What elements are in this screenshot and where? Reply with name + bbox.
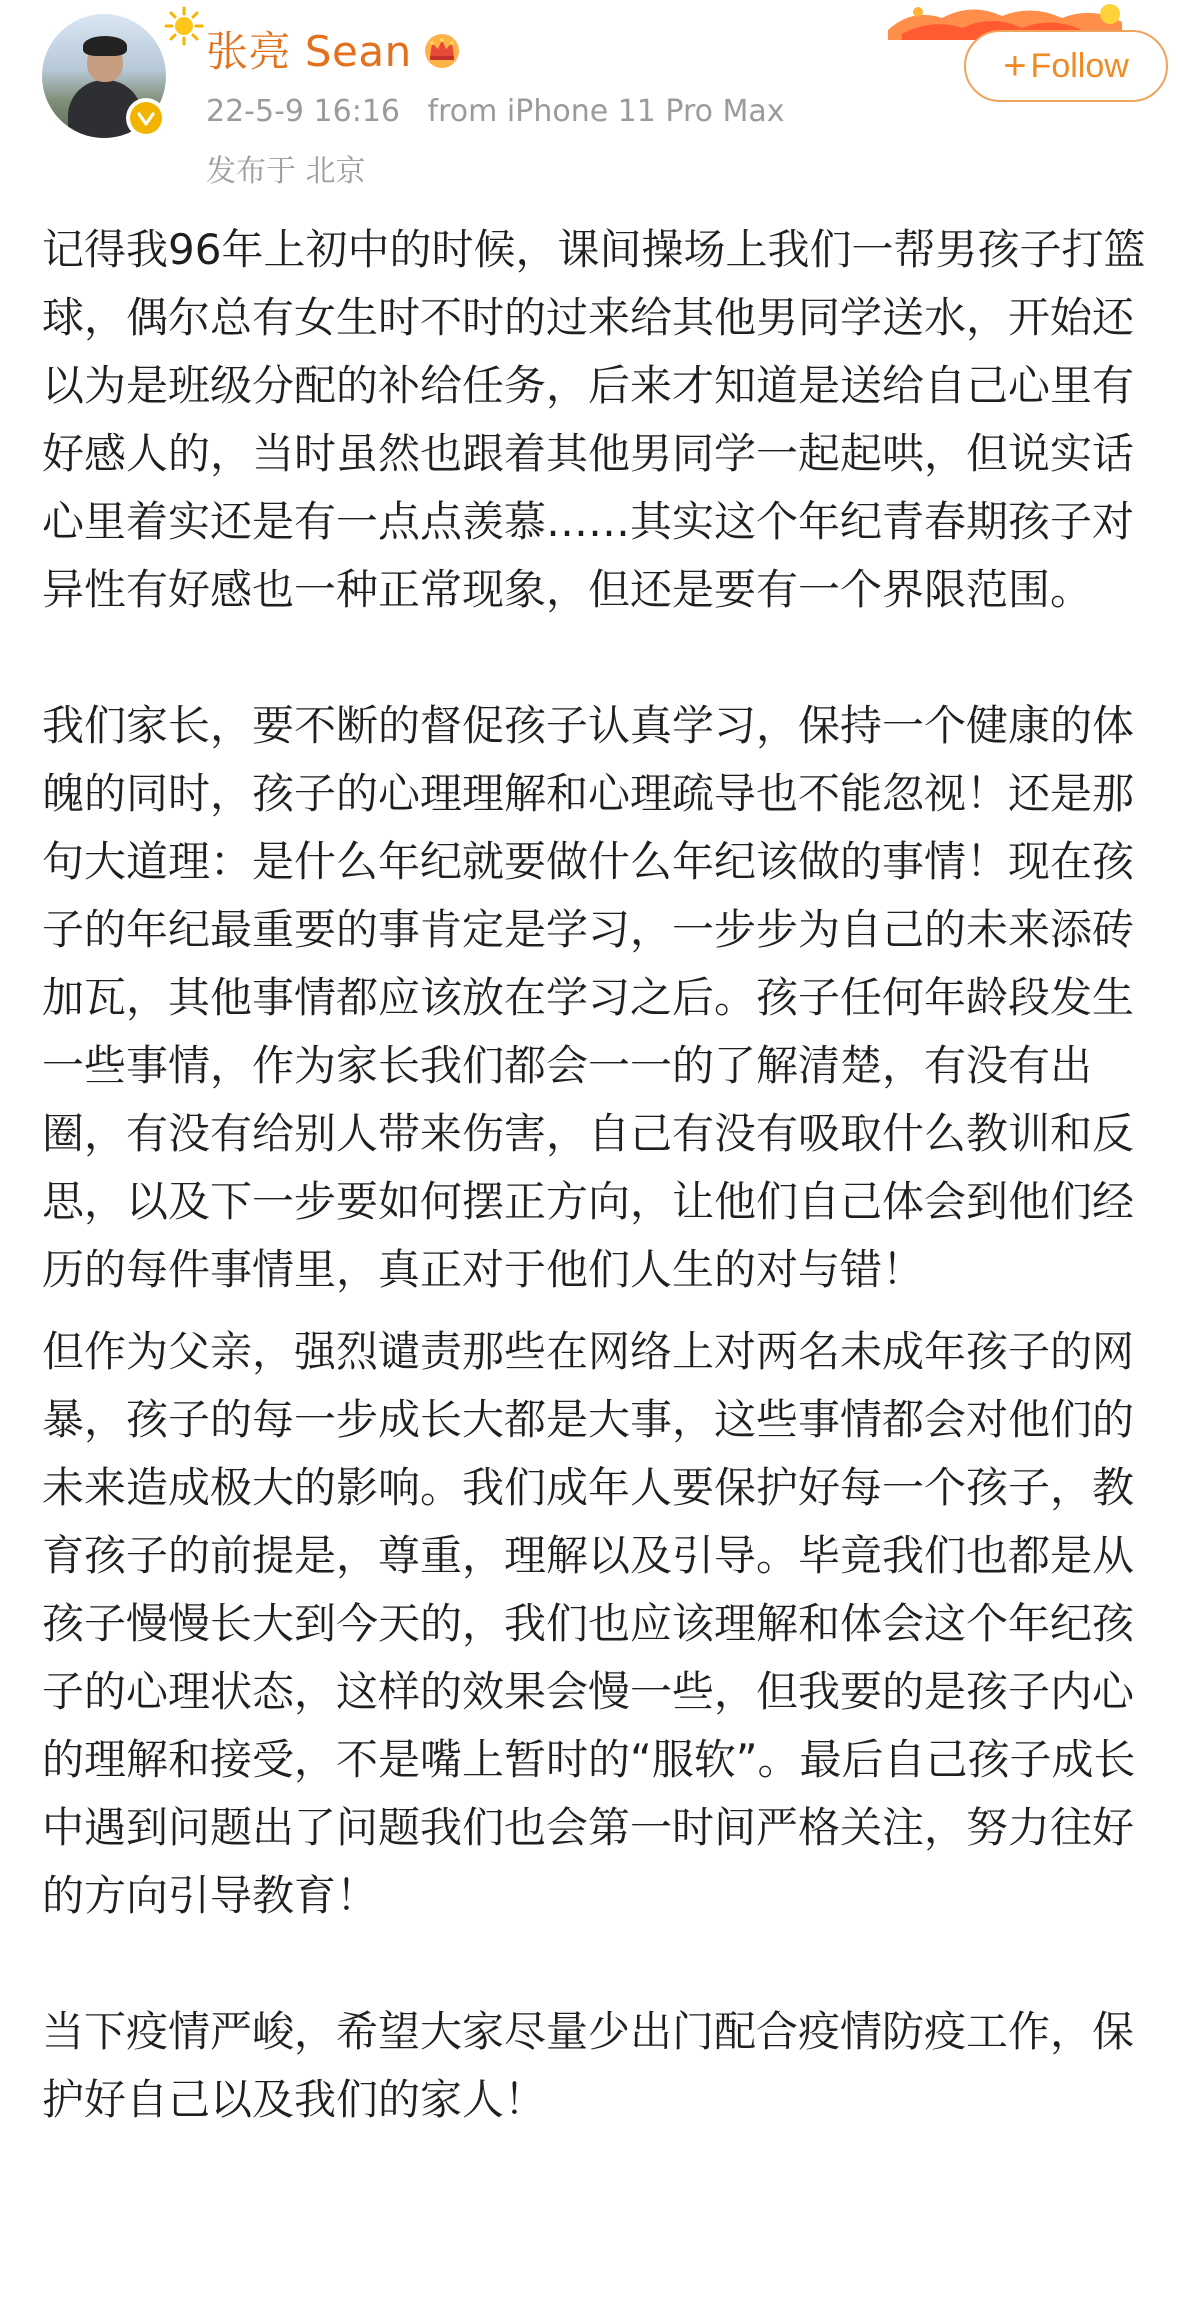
paragraph-spacer [42,1930,1166,1998]
follow-button[interactable] [964,30,1168,102]
post-meta [206,94,785,129]
sun-icon [164,6,204,46]
post-paragraph: 但作为父亲，强烈谴责那些在网络上对两名未成年孩子的网暴，孩子的每一步成长大都是大事，这些事情都会对他们的未来造成极大的影响。我们成年人要保护好每一个孩子，教育孩子的前提是，尊重，理解以及引导。毕竟我们也都是从孩子慢慢长大到今天的，我们也应该理解和体会这个年纪孩子的心理状态，这样的效果会慢一些，但我要的是孩子内心的理解和接受，不是嘴上暂时的“服软”。最后自己孩子成长中遇到问题出了问题我们也会第一时间严格关注，努力往好的方向引导教育！ [42,1327,1136,1920]
post-paragraph: 记得我96年上初中的时候，课间操场上我们一帮男孩子打篮球，偶尔总有女生时不时的过来给其他男同学送水，开始还以为是班级分配的补给任务，后来才知道是送给自己心里有好感人的，当时虽然也跟着其他男同学一起起哄，但说实话心里着实还是有一点点羡慕……其实这个年纪青春期孩子对异性有好感也一种正常现象，但还是要有一个界限范围。 [42,225,1146,614]
post-header [0,0,1200,190]
avatar-person-hair [83,36,127,56]
follow-button-label: Follow [1030,46,1129,85]
post-content [42,216,1166,2134]
verified-badge-icon [126,98,166,138]
paragraph-spacer [42,624,1166,692]
paragraph-spacer [42,1304,1166,1318]
crown-icon [420,29,464,69]
post-paragraph: 当下疫情严峻，希望大家尽量少出门配合疫情防疫工作，保护好自己以及我们的家人！ [42,2007,1135,2124]
post-paragraph: 我们家长，要不断的督促孩子认真学习，保持一个健康的体魄的同时，孩子的心理理解和心理疏导也不能忽视！还是那句大道理：是什么年纪就要做什么年纪该做的事情！现在孩子的年纪最重要的事肯定是学习，一步步为自己的未来添砖加瓦，其他事情都应该放在学习之后。孩子任何年龄段发生一些事情，作为家长我们都会一一的了解清楚，有没有出圈，有没有给别人带来伤害，自己有没有吸取什么教训和反思，以及下一步要如何摆正方向，让他们自己体会到他们经历的每件事情里，真正对于他们人生的对与错！ [42,701,1135,1294]
author-name[interactable]: 张亮 Sean [206,27,412,76]
author-name-row [206,22,464,76]
post-time: 22-5-9 16:16 [206,94,400,129]
avatar[interactable] [42,14,166,138]
plus-icon: + [1003,44,1027,88]
post-location: 发布于 北京 [206,154,366,189]
post-source: from iPhone 11 Pro Max [427,94,785,129]
